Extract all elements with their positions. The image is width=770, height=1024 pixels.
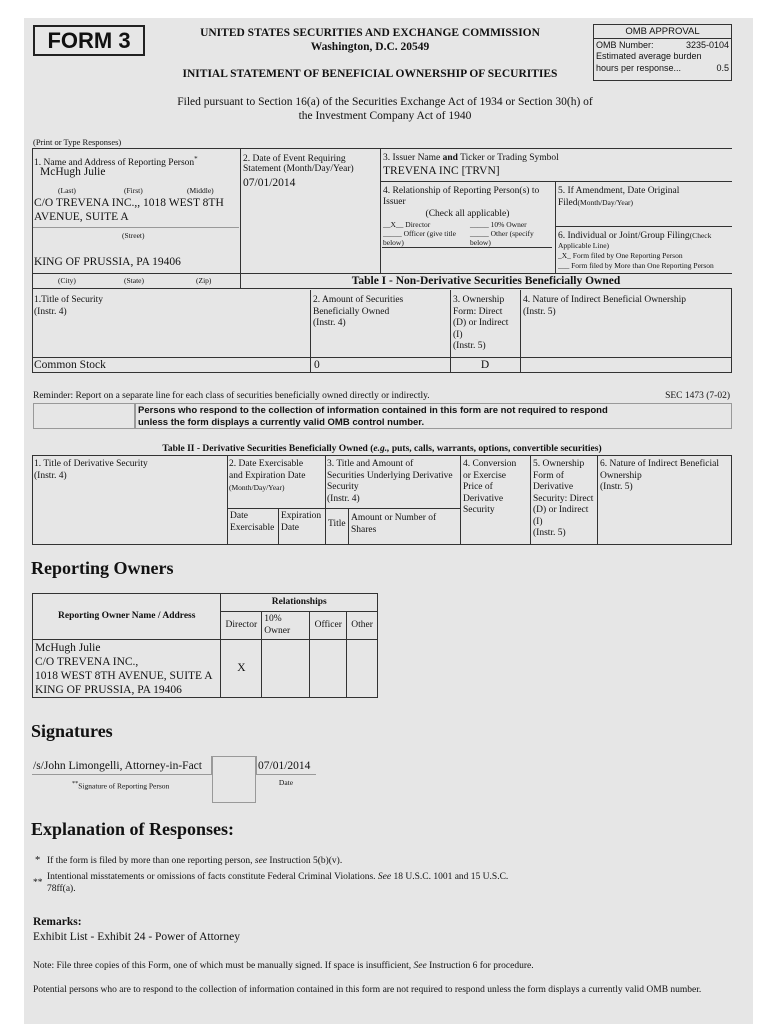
remarks-label: Remarks: [33, 916, 82, 928]
relationship-label-line2: Issuer [383, 197, 406, 207]
reporter-label: 1. Name and Address of Reporting Person* [34, 155, 198, 169]
table2-col5-header: 5. Ownership Form of Derivative Security: Direct (D) or Indirect (I) (Instr. 5) [533, 459, 594, 538]
explanation-heading: Explanation of Responses: [31, 819, 235, 839]
table2-col2-header: 2. Date Exercisable and Expiration Date (Month/Day/Year) [229, 459, 306, 492]
issuer-name: TREVENA INC [TRVN] [383, 165, 500, 177]
label-last: (Last) [58, 186, 76, 195]
omb-approval-box [593, 24, 732, 81]
omb-number-value: 3235-0104 [685, 40, 729, 50]
table1-col2-header: 2. Amount of Securities Beneficially Owned (Instr. 4) [313, 295, 404, 328]
label-state: (State) [124, 276, 144, 285]
table1-row-amount: 0 [314, 359, 320, 371]
table2-sub-date-exercisable: Date Exercisable [230, 511, 275, 533]
persons-notice-spacer [33, 403, 135, 429]
reporting-owners-table [32, 593, 378, 698]
table1-row-title: Common Stock [34, 359, 106, 371]
note1-text: If the form is filed by more than one reporting person, see Instruction 5(b)(v). [47, 856, 343, 866]
amendment-label-line1: 5. If Amendment, Date Original [558, 186, 680, 196]
ro-col-name: Reporting Owner Name / Address [33, 594, 221, 640]
issuer-label: 3. Issuer Name and Ticker or Trading Symbol [383, 153, 559, 163]
reporter-label-star: * [194, 155, 198, 163]
signatures-heading: Signatures [31, 721, 113, 741]
label-street: (Street) [122, 231, 145, 240]
table1-col3-header: 3. Ownership Form: Direct (D) or Indirect (I) (Instr. 5) [453, 295, 509, 351]
print-type-note: (Print or Type Responses) [33, 137, 122, 147]
note2-text-line2: 78ff(a). [47, 884, 76, 894]
joint-filing-label: 6. Individual or Joint/Group Filing(Check [558, 231, 712, 241]
date-label: Date [278, 778, 294, 787]
form-title: INITIAL STATEMENT OF BENEFICIAL OWNERSHIP OF SECURITIES [182, 68, 558, 80]
ro-owner-cell: McHugh Julie C/O TREVENA INC., 1018 WEST 8TH AVENUE, SUITE A KING OF PRUSSIA, PA 19406 [33, 640, 221, 698]
note-file-copies: Note: File three copies of this Form, one of which must be manually signed. If space is insufficient, See Instruction 6 for procedure. [33, 961, 534, 971]
omb-burden-label: Estimated average burden [596, 51, 702, 61]
sec-code: SEC 1473 (7-02) [665, 391, 730, 401]
label-zip: (Zip) [196, 276, 212, 285]
event-label-line2: Statement (Month/Day/Year) [243, 164, 354, 174]
relationship-label-line1: 4. Relationship of Reporting Person(s) to [383, 186, 540, 196]
relationship-other: _____ Other (specify [470, 229, 534, 238]
joint-filing-label2: Applicable Line) [558, 241, 610, 250]
persons-notice-line2: unless the form displays a currently valid OMB control number. [138, 417, 425, 428]
table1-title: Table I - Non-Derivative Securities Beneficially Owned [351, 275, 621, 287]
ro-relationships-header: Relationships [221, 594, 378, 612]
event-date: 07/01/2014 [243, 177, 296, 189]
ro-col-other: Other [347, 612, 378, 640]
ro-col-director: Director [221, 612, 262, 640]
agency-city: Washington, D.C. 20549 [310, 41, 430, 53]
joint-filing-option2: ___ Form filed by More than One Reporting Person [558, 261, 714, 270]
omb-hours-label: hours per response... [596, 63, 682, 73]
ro-col-ten-pct: 10% Owner [262, 612, 310, 640]
signer-name: /s/John Limongelli, Attorney-in-Fact [33, 760, 202, 772]
table1-row-form: D [480, 359, 490, 371]
reporter-address-line1: C/O TREVENA INC.,, 1018 WEST 8TH [34, 197, 224, 209]
relationship-below1: below) [383, 238, 404, 247]
signature-date: 07/01/2014 [258, 760, 311, 772]
ro-col-officer: Officer [310, 612, 347, 640]
persons-notice-line1: Persons who respond to the collection of information contained in this form are not required to respond [138, 405, 608, 416]
note2-text: Intentional misstatements or omissions of facts constitute Federal Criminal Violations. See 18 U.S.C. 1001 and 15 U.S.C. [47, 872, 509, 882]
table2-col3-header: 3. Title and Amount of Securities Underlying Derivative Security (Instr. 4) [327, 459, 453, 504]
signature-label: **Signature of Reporting Person [72, 780, 170, 791]
label-middle: (Middle) [187, 186, 214, 195]
ro-director-mark: X [221, 640, 262, 698]
potential-persons-note: Potential persons who are to respond to the collection of information contained in this form are not required to respond unless the form displays a currently valid OMB number. [33, 985, 702, 995]
table2-col6-header: 6. Nature of Indirect Beneficial Ownership (Instr. 5) [600, 459, 719, 492]
table2-title: Table II - Derivative Securities Beneficially Owned (e.g., puts, calls, warrants, options, convertible securities) [162, 444, 602, 454]
event-label-line1: 2. Date of Event Requiring [243, 154, 346, 164]
note2-mark: ** [33, 878, 43, 888]
joint-filing-option1: _X_ Form filed by One Reporting Person [558, 251, 683, 260]
relationship-officer: _____ Officer (give title [383, 229, 456, 238]
table2-sub-expiration: Expiration Date [281, 511, 322, 533]
form-label: FORM 3 [33, 25, 145, 56]
relationship-check-note: (Check all applicable) [425, 209, 510, 219]
omb-number-label: OMB Number: [596, 40, 654, 50]
reporter-name: McHugh Julie [40, 166, 106, 178]
table2-col1-header: 1. Title of Derivative Security (Instr. 4) [34, 459, 148, 481]
omb-title: OMB APPROVAL [594, 25, 731, 39]
note1-mark: * [35, 855, 41, 866]
signature-blank [212, 756, 256, 803]
reminder-text: Reminder: Report on a separate line for each class of securities beneficially owned directly or indirectly. [33, 391, 430, 401]
ro-other-cell [347, 640, 378, 698]
ro-officer-cell [310, 640, 347, 698]
relationship-ten-pct: _____ 10% Owner [470, 220, 527, 229]
remarks-text: Exhibit List - Exhibit 24 - Power of Attorney [33, 931, 240, 943]
filed-pursuant-line1: Filed pursuant to Section 16(a) of the Securities Exchange Act of 1934 or Section 30(h) of [177, 96, 593, 108]
table1-col4-header: 4. Nature of Indirect Beneficial Ownership (Instr. 5) [523, 295, 687, 317]
ro-ten-pct-cell [262, 640, 310, 698]
label-city: (City) [58, 276, 76, 285]
omb-hours-value: 0.5 [716, 63, 729, 73]
table1-col1-header: 1.Title of Security (Instr. 4) [34, 295, 104, 317]
table2-sub-title: Title [328, 519, 346, 529]
amendment-label-line2: Filed(Month/Day/Year) [558, 198, 634, 208]
relationship-director: __X__ Director [383, 220, 431, 229]
table2-col4-header: 4. Conversion or Exercise Price of Derivative Security [463, 459, 517, 515]
agency-name: UNITED STATES SECURITIES AND EXCHANGE COMMISSION [200, 27, 540, 39]
label-first: (First) [124, 186, 143, 195]
table2-sub-amount: Amount or Number of Shares [351, 513, 437, 535]
relationship-below2: below) [470, 238, 491, 247]
reporter-address-line2: AVENUE, SUITE A [34, 211, 129, 223]
reporting-owners-heading: Reporting Owners [31, 558, 174, 578]
filed-pursuant-line2: the Investment Company Act of 1940 [298, 110, 472, 122]
reporter-city-line: KING OF PRUSSIA, PA 19406 [34, 256, 181, 268]
